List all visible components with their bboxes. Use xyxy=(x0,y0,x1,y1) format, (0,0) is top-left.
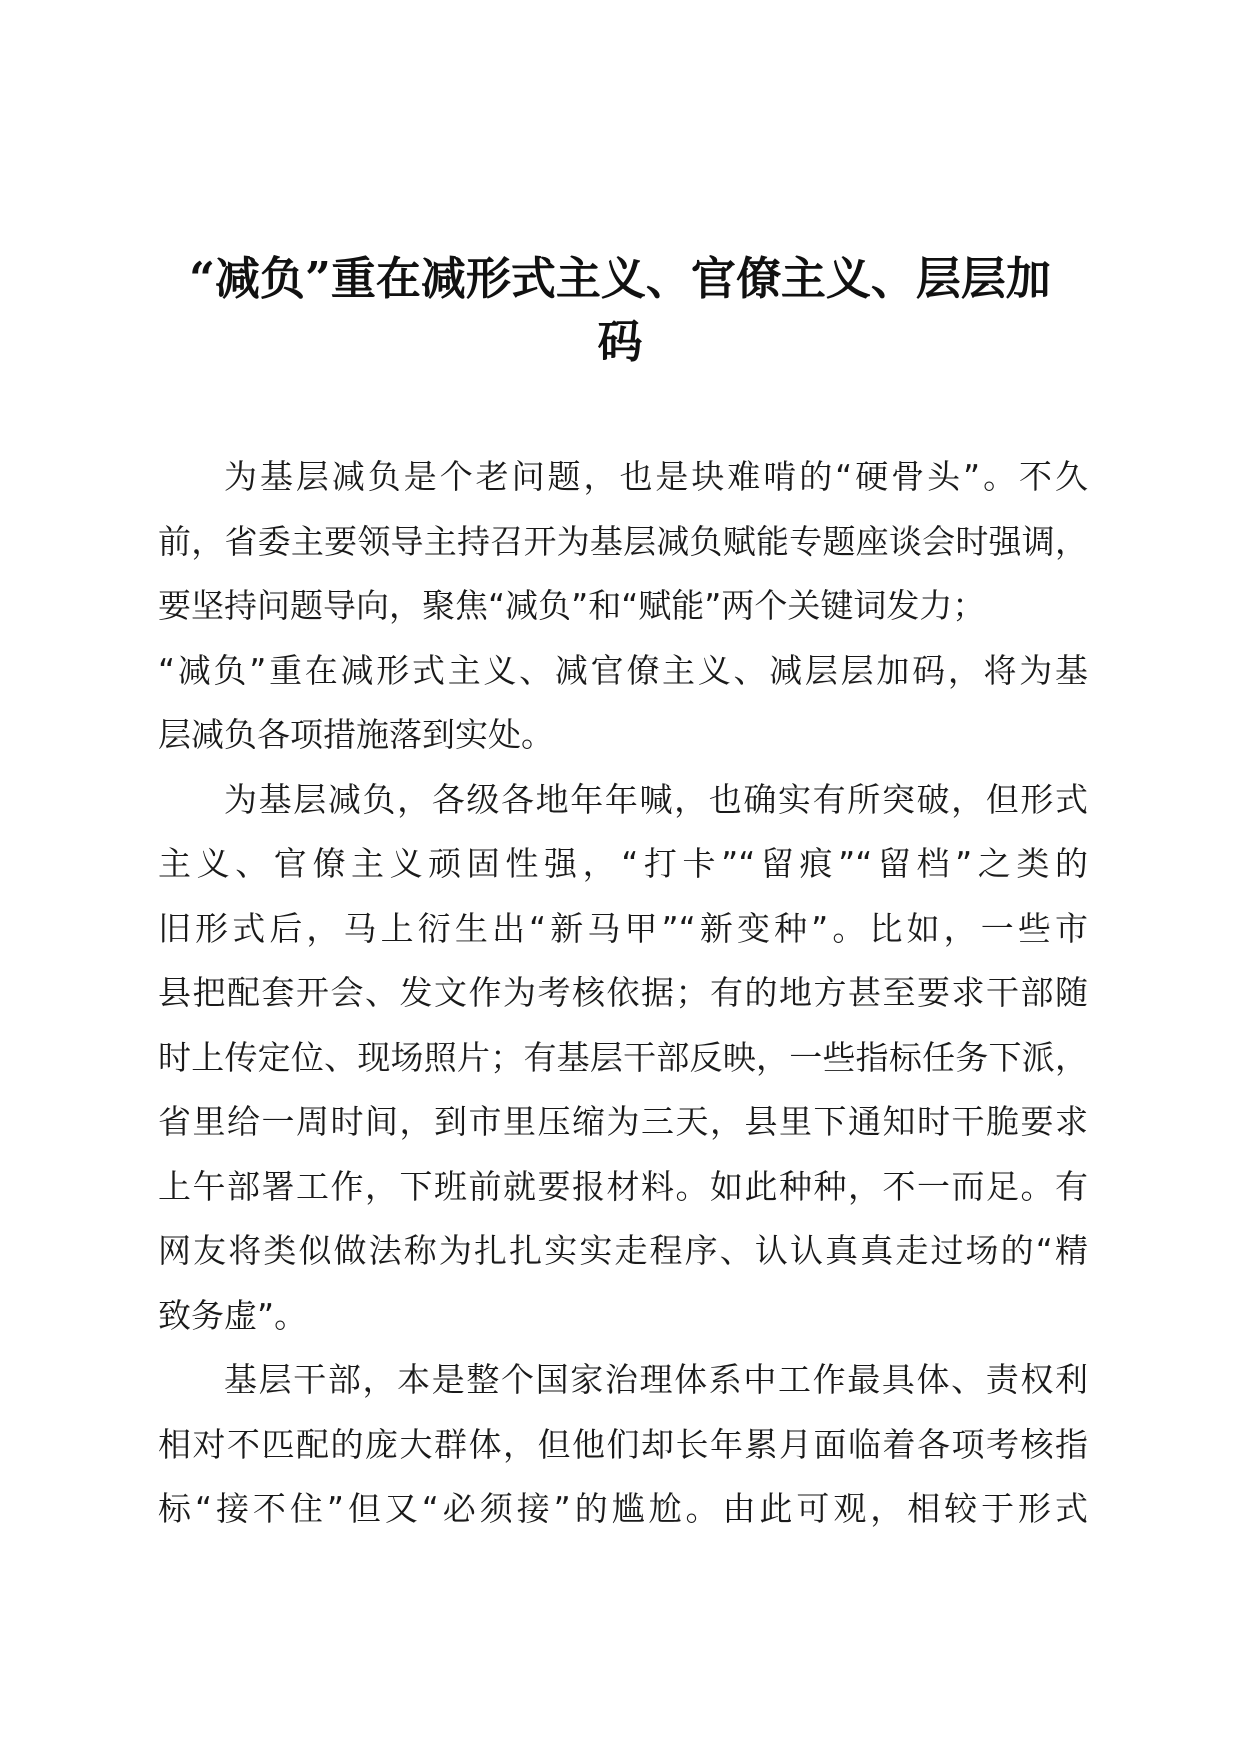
document-body xyxy=(158,445,1088,1542)
text-line: 层减负各项措施落到实处。 xyxy=(158,715,554,754)
title-line-1: “减负”重在减形式主义、官僚主义、层层加 xyxy=(189,252,1051,305)
document-title xyxy=(150,247,1090,373)
text-line: 基层干部，本是整个国家治理体系中工作最具体、责权利 xyxy=(224,1360,1088,1399)
title-line-2: 码 xyxy=(597,315,643,368)
text-line: 时上传定位、现场照片；有基层干部反映，一些指标任务下派， xyxy=(158,1037,1088,1077)
text-line: 省里给一周时间，到市里压缩为三天，县里下通知时干脆要求 xyxy=(158,1102,1088,1141)
text-line: 致务虚”。 xyxy=(158,1295,308,1335)
text-line: 相对不匹配的庞大群体，但他们却长年累月面临着各项考核指 xyxy=(158,1424,1088,1464)
paragraph-3 xyxy=(158,1348,1088,1542)
text-line: 前，省委主要领导主持召开为基层减负赋能专题座谈会时强调， xyxy=(158,521,1088,561)
text-line: 上午部署工作，下班前就要报材料。如此种种，不一而足。有 xyxy=(158,1166,1088,1206)
text-line: 旧形式后，马上衍生出“新马甲”“新变种”。比如，一些市 xyxy=(158,908,1088,948)
text-line: 要坚持问题导向，聚焦“减负”和“赋能”两个关键词发力； xyxy=(158,586,986,625)
text-line: 为基层减负是个老问题，也是块难啃的“硬骨头”。不久 xyxy=(224,457,1088,496)
text-line: 县把配套开会、发文作为考核依据；有的地方甚至要求干部随 xyxy=(158,973,1088,1012)
text-line: 主义、官僚主义顽固性强，“打卡”“留痕”“留档”之类的 xyxy=(158,844,1088,883)
text-line: 标“接不住”但又“必须接”的尴尬。由此可观，相较于形式 xyxy=(158,1489,1088,1528)
text-line: “减负”重在减形式主义、减官僚主义、减层层加码，将为基 xyxy=(158,650,1088,690)
text-line: 为基层减负，各级各地年年喊，也确实有所突破，但形式 xyxy=(224,779,1088,819)
paragraph-1 xyxy=(158,445,1088,768)
paragraph-2 xyxy=(158,768,1088,1349)
text-line: 网友将类似做法称为扎扎实实走程序、认认真真走过场的“精 xyxy=(158,1231,1088,1270)
